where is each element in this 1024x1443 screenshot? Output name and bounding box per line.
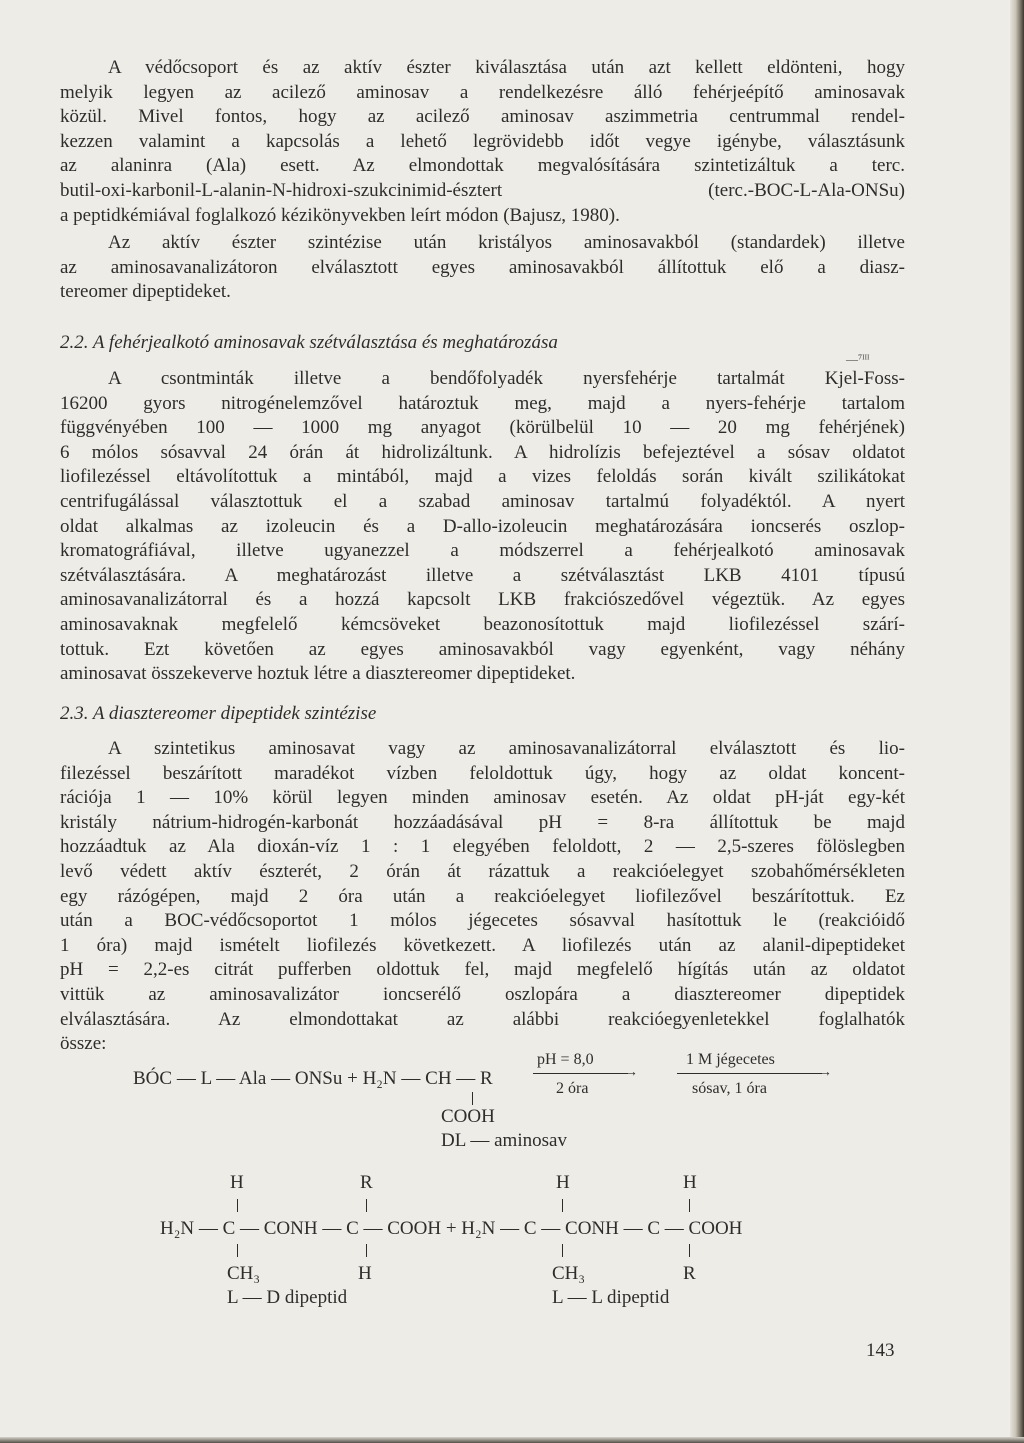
arrow-right-icon: → <box>818 1065 832 1080</box>
text-line: filezéssel beszárított maradékot vízben feloldottuk úgy, hogy az oldat koncent- <box>60 762 905 784</box>
bottom-substituent: H <box>358 1263 372 1284</box>
margin-mark: —⁷ᴵᴵᴵ <box>846 352 870 366</box>
text-line: össze: <box>60 1033 107 1055</box>
text-line: 6 mólos sósavval 24 órán át hidrolizáltunk. A hidrolízis befejeztével a sósav oldatot <box>60 441 905 463</box>
text-line: után a BOC-védőcsoportot 1 mólos jégecetes sósavval hasítottuk le (reakcióidő <box>60 910 905 932</box>
equation-1-condition-1-time: 2 óra <box>556 1080 589 1097</box>
text-line: 16200 gyors nitrogénelemzővel határoztuk meg, majd a nyers-fehérje tartalom <box>60 392 905 414</box>
text-line: aminosavanalizátorral és a hozzá kapcsolt LKB frakciószedővel végeztük. Az egyes <box>60 589 905 611</box>
text-line: közül. Mivel fontos, hogy az acilező aminosav aszimmetria centrummal rendel- <box>60 106 905 128</box>
text-line: levő védett aktív észterét, 2 órán át rázattuk a reakcióelegyet szobahőmérsékleten <box>60 860 905 882</box>
bond-line <box>237 1244 238 1257</box>
equation-1-substituent: COOH <box>441 1106 495 1127</box>
equation-1-reactants: BÓC — L — Ala — ONSu + H₂N — CH — R <box>133 1068 493 1089</box>
bond-line <box>689 1244 690 1257</box>
paragraph-1-text <box>60 56 905 81</box>
paragraph-4-body <box>60 737 905 1057</box>
text-line: aminosavaknak megfelelő kémcsöveket beazonosítottuk majd liofilezéssel szárí- <box>60 613 905 635</box>
bond-line <box>366 1199 367 1212</box>
dipeptid-label-ld: L — D dipeptid <box>227 1287 348 1308</box>
dipeptid-label-ll: L — L dipeptid <box>552 1287 670 1308</box>
text-line: tereomer dipeptideket. <box>60 281 231 303</box>
text-line: kromatográfiával, illetve ugyanezzel a módszerrel a fehérjealkotó aminosavak <box>60 540 905 562</box>
equation-1-label: DL — aminosav <box>441 1130 567 1151</box>
text-line: hozzáadtuk az Ala dioxán-víz 1 : 1 elegyében feloldott, 2 — 2,5-szeres fölöslegben <box>60 836 905 858</box>
section-heading-2-3: 2.3. A diasztereomer dipeptidek szintézise <box>60 703 377 724</box>
page-edge-shadow <box>1010 0 1024 1443</box>
top-substituent: R <box>360 1172 373 1193</box>
bond-line <box>472 1092 473 1105</box>
text-line: vittük az aminosavalizátor ioncserélő oszlopára a diasztereomer dipeptidek <box>60 983 905 1005</box>
equation-2-main: H₂N — C — CONH — C — COOH + H₂N — C — CONH — C — COOH <box>160 1218 743 1239</box>
paragraph-2 <box>60 231 905 305</box>
paragraph-4 <box>60 737 905 1057</box>
text-line: függvényében 100 — 1000 mg anyagot (körülbelül 10 — 20 mg fehérjének) <box>60 417 905 439</box>
top-substituent: H <box>556 1172 570 1193</box>
text-line: rációja 1 — 10% körül legyen minden aminosav esetén. Az oldat pH-ját egy-két <box>60 787 905 809</box>
reaction-arrow-line <box>533 1073 628 1074</box>
top-substituent: H <box>230 1172 244 1193</box>
arrow-right-icon: → <box>624 1065 638 1080</box>
text-line: tottuk. Ezt követően az egyes aminosavakból vagy egyenként, vagy néhány <box>60 638 905 660</box>
bond-line <box>562 1244 563 1257</box>
text-line: kezzen valamint a kapcsolás a lehető legrövidebb időt vegye igénybe, választásunk <box>60 130 905 152</box>
bond-line <box>366 1244 367 1257</box>
reaction-arrow-line <box>677 1073 822 1074</box>
equation-1-condition-2-time: sósav, 1 óra <box>692 1080 767 1097</box>
text-line: A csontminták illetve a bendőfolyadék nyersfehérje tartalmát Kjel-Foss- <box>108 368 905 389</box>
bond-line <box>689 1199 690 1212</box>
page-number: 143 <box>866 1340 895 1361</box>
text-line: Az aktív észter szintézise után kristályos aminosavakból (standardek) illetve <box>108 232 905 254</box>
text-line: pH = 2,2-es citrát pufferben oldottuk fel, majd megfelelő hígítás után az oldatot <box>60 959 905 981</box>
text-line: a peptidkémiával foglalkozó kézikönyvekben leírt módon (Bajusz, 1980). <box>60 204 620 226</box>
equation-1-condition-2: 1 M jégecetes <box>686 1051 775 1068</box>
text-line: szétválasztására. A meghatározást illetve a szétválasztást LKB 4101 típusú <box>60 564 905 586</box>
text-line: A védőcsoport és az aktív észter kiválasztása után azt kellett eldönteni, hogy <box>108 57 905 78</box>
text-line: butil-oxi-karbonil-L-alanin-N-hidroxi-szukcinimid-észtert (terc.-BOC-L-Ala-ONSu) <box>60 179 905 201</box>
paragraph-1-body <box>60 81 905 229</box>
text-line: melyik legyen az acilező aminosav a rendelkezésre álló fehérjeépítő aminosavak <box>60 81 905 103</box>
page-bottom-edge <box>0 1437 1024 1443</box>
text-line: az alaninra (Ala) esett. Az elmondottak megvalósítására szintetizáltuk a terc. <box>60 155 905 177</box>
text-line: elválasztására. Az elmondottakat az alábbi reakcióegyenletekkel foglalhatók <box>60 1008 905 1030</box>
bottom-substituent: CH₃ <box>227 1263 261 1284</box>
text-line: az aminosavanalizátoron elválasztott egyes aminosavakból állítottuk elő a diasz- <box>60 256 905 278</box>
bottom-substituent: CH₃ <box>552 1263 586 1284</box>
text-line: 1 óra) majd ismételt liofilezés következett. A liofilezés után az alanil-dipeptideket <box>60 934 905 956</box>
paragraph-3 <box>60 367 905 687</box>
section-heading-2-2: 2.2. A fehérjealkotó aminosavak szétválasztása és meghatározása <box>60 332 558 353</box>
text-line: centrifugálással választottuk el a szabad aminosav tartalmú folyadéktól. A nyert <box>60 490 905 512</box>
text-line: liofilezéssel eltávolítottuk a mintából, majd a vizes feloldás során kivált szilikátokat <box>60 466 905 488</box>
text-line: A szintetikus aminosavat vagy az aminosavanalizátorral elválasztott és lio- <box>108 738 905 759</box>
bottom-substituent: R <box>683 1263 696 1284</box>
equation-1-condition-1: pH = 8,0 <box>537 1051 594 1068</box>
text-line: aminosavat összekeverve hoztuk létre a diasztereomer dipeptideket. <box>60 663 576 685</box>
paragraph-1 <box>60 56 905 305</box>
paragraph-3-body <box>60 367 905 687</box>
text-line: kristály nátrium-hidrogén-karbonát hozzáadásával pH = 8-ra állítottuk be majd <box>60 811 905 833</box>
top-substituent: H <box>683 1172 697 1193</box>
text-line: oldat alkalmas az izoleucin és a D-allo-izoleucin meghatározására ioncserés oszlop- <box>60 515 905 537</box>
bond-line <box>237 1199 238 1212</box>
bond-line <box>562 1199 563 1212</box>
text-line: egy rázógépen, majd 2 óra után a reakcióelegyet liofilezővel beszárítottuk. Ez <box>60 885 905 907</box>
